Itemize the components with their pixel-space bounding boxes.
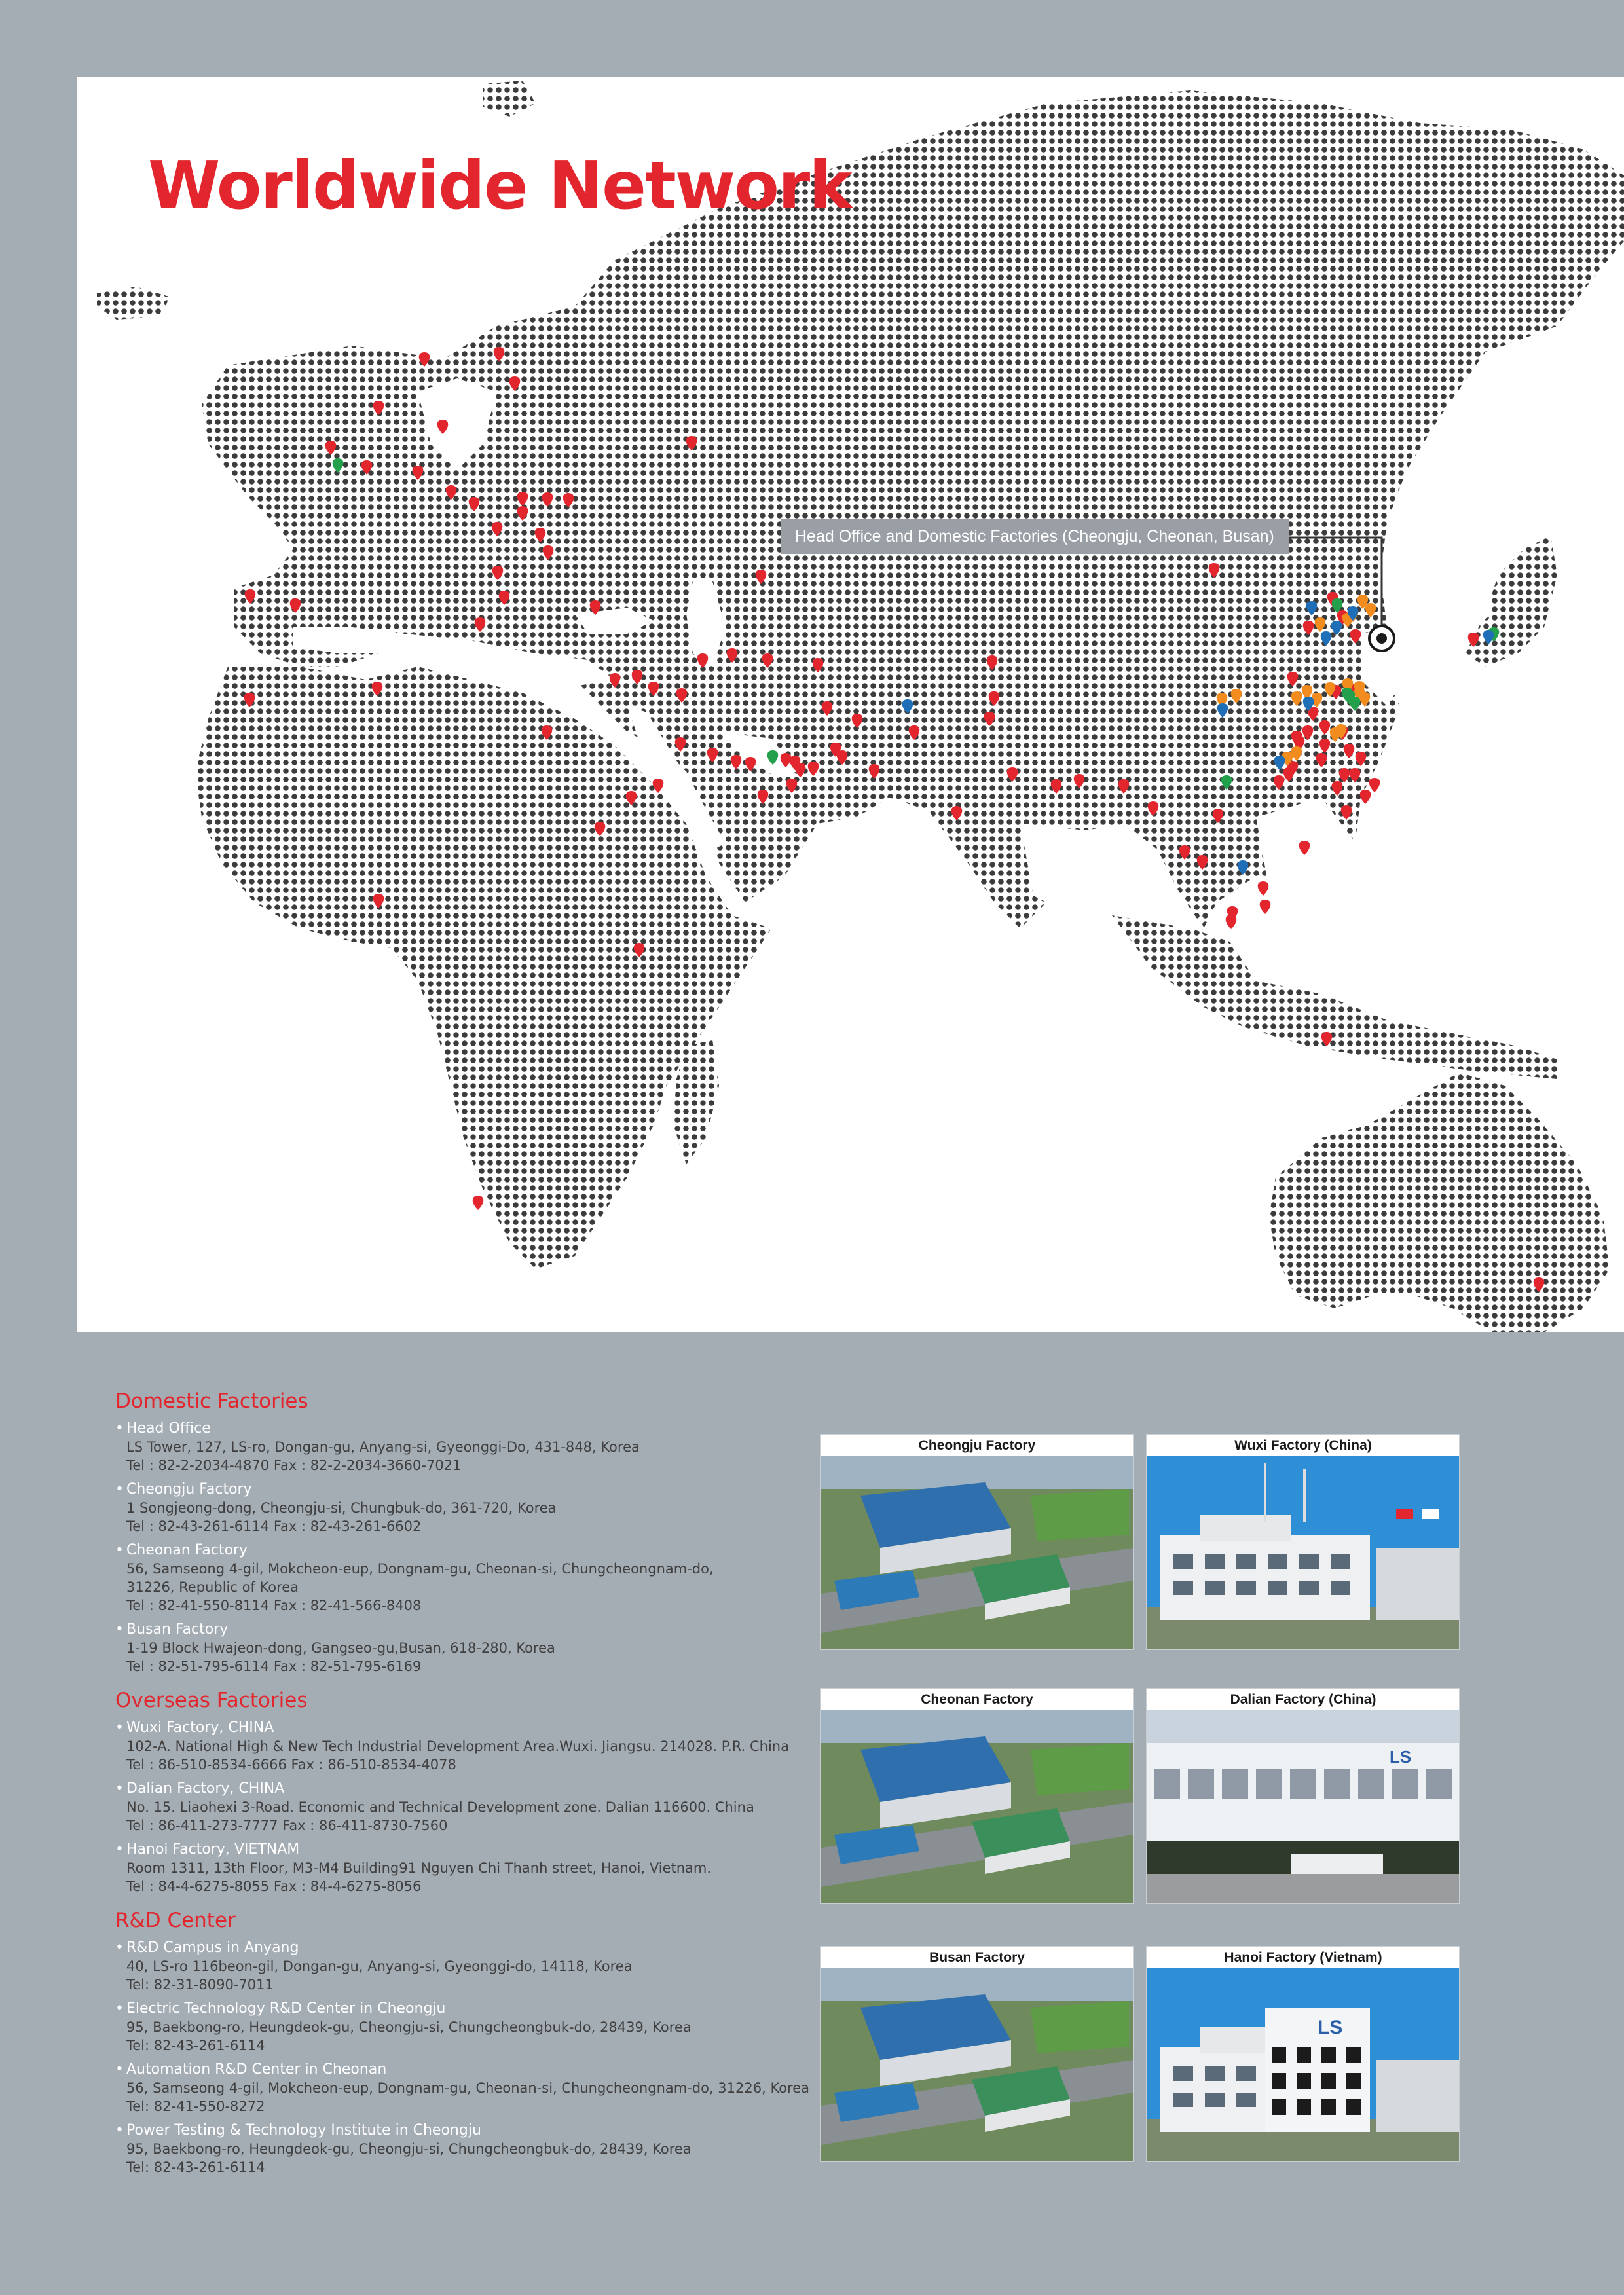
entry-name-text: Cheonan Factory bbox=[126, 1542, 248, 1558]
entry-name bbox=[115, 1939, 809, 1957]
entry-name bbox=[115, 1719, 809, 1737]
page-title: Worldwide Network bbox=[148, 147, 851, 224]
bullet-icon: • bbox=[115, 2000, 124, 2017]
factory-photo-card bbox=[1146, 1946, 1460, 2162]
bullet-icon: • bbox=[115, 1780, 124, 1797]
entry-detail-line: Room 1311, 13th Floor, M3-M4 Building91 Nguyen Chi Thanh street, Hanoi, Vietnam. bbox=[126, 1860, 712, 1876]
indonesia-landmass bbox=[1112, 915, 1557, 1079]
entry-detail-line: Tel: 82-43-261-6114 bbox=[126, 2159, 265, 2175]
entry-name-text: Power Testing & Technology Institute in Cheongju bbox=[126, 2122, 481, 2139]
landmass-group bbox=[97, 81, 1624, 1332]
bullet-icon: • bbox=[115, 1841, 124, 1858]
photo-caption: Cheonan Factory bbox=[921, 1692, 1033, 1707]
entry-detail-line: 95, Baekbong-ro, Heungdeok-gu, Cheongju-si, Chungcheongbuk-do, 28439, Korea bbox=[126, 2141, 692, 2157]
factory-photo-card bbox=[1146, 1434, 1460, 1650]
factory-photo-card bbox=[820, 1688, 1134, 1904]
bullet-icon: • bbox=[115, 1719, 124, 1736]
entry-name-text: Dalian Factory, CHINA bbox=[126, 1780, 285, 1797]
section-overseas-factories bbox=[115, 1687, 809, 1896]
photo-caption: Busan Factory bbox=[929, 1950, 1025, 1965]
iceland-landmass bbox=[97, 287, 169, 320]
entry-name bbox=[115, 1420, 809, 1438]
factory-photo-card bbox=[820, 1946, 1134, 2162]
entry-name bbox=[115, 2061, 809, 2079]
entry-detail-line: 1 Songjeong-dong, Cheongju-si, Chungbuk-do, 361-720, Korea bbox=[126, 1500, 557, 1516]
bullet-icon: • bbox=[115, 2122, 124, 2139]
entry-detail-line: Tel : 82-51-795-6114 Fax : 82-51-795-6169 bbox=[126, 1659, 422, 1674]
entry-name-text: Cheongju Factory bbox=[126, 1481, 252, 1497]
entry-detail-line: Tel : 82-43-261-6114 Fax : 82-43-261-6602 bbox=[126, 1518, 422, 1534]
entry-detail-line: Tel: 82-31-8090-7011 bbox=[126, 1977, 274, 1992]
world-map-panel bbox=[77, 77, 1624, 1332]
bullet-icon: • bbox=[115, 1481, 124, 1497]
address-entry bbox=[115, 1480, 809, 1535]
photo-caption: Hanoi Factory (Vietnam) bbox=[1224, 1950, 1382, 1965]
entry-detail-line: 102-A. National High & New Tech Industrial Development Area.Wuxi. Jiangsu. 214028. P.R. China bbox=[126, 1738, 789, 1754]
entry-detail-line: Tel : 84-4-6275-8055 Fax : 84-4-6275-8056 bbox=[126, 1879, 422, 1894]
address-entry bbox=[115, 1420, 809, 1475]
entry-name-text: Automation R&D Center in Cheonan bbox=[126, 2061, 387, 2078]
entry-name bbox=[115, 2000, 809, 2018]
factory-photo-card bbox=[1146, 1688, 1460, 1904]
address-list bbox=[115, 1388, 809, 2188]
entry-name bbox=[115, 1541, 809, 1560]
entry-name-text: R&D Campus in Anyang bbox=[126, 1939, 299, 1956]
factory-building-sky-icon bbox=[1147, 1968, 1459, 2161]
factory-photo-card bbox=[820, 1434, 1134, 1650]
entry-name bbox=[115, 1841, 809, 1859]
head-office-target-icon[interactable] bbox=[1369, 626, 1394, 651]
entry-detail-line: Tel : 82-2-2034-4870 Fax : 82-2-2034-3660-7021 bbox=[126, 1458, 462, 1473]
svg-text:LS: LS bbox=[1318, 2017, 1343, 2038]
entry-name bbox=[115, 2121, 809, 2140]
section-r-d-center bbox=[115, 1907, 809, 2176]
red-location-marker-icon[interactable] bbox=[1260, 900, 1271, 914]
head-office-callout: Head Office and Domestic Factories (Cheongju, Cheonan, Busan) bbox=[781, 519, 1289, 554]
entry-detail-line: 56, Samseong 4-gil, Mokcheon-eup, Dongnam-gu, Cheonan-si, Chungcheongnam-do, 31226, Korea bbox=[126, 2080, 809, 2096]
entry-detail-line: Tel: 82-43-261-6114 bbox=[126, 2038, 265, 2053]
photo-caption: Dalian Factory (China) bbox=[1230, 1692, 1376, 1707]
entry-name-text: Busan Factory bbox=[126, 1621, 229, 1638]
entry-name bbox=[115, 1780, 809, 1798]
arabian-sea bbox=[811, 824, 902, 942]
dotted-world-map bbox=[77, 77, 1624, 1332]
address-entry bbox=[115, 1780, 809, 1835]
entry-detail-line: 56, Samseong 4-gil, Mokcheon-eup, Dongnam-gu, Cheonan-si, Chungcheongnam-do, bbox=[126, 1561, 714, 1577]
photo-caption: Cheongju Factory bbox=[918, 1438, 1036, 1453]
address-entry bbox=[115, 2061, 809, 2116]
entry-detail-line: Tel : 86-510-8534-6666 Fax : 86-510-8534-4078 bbox=[126, 1757, 456, 1772]
entry-name-text: Hanoi Factory, VIETNAM bbox=[126, 1841, 300, 1858]
entry-detail-line: Tel : 86-411-273-7777 Fax : 86-411-8730-7560 bbox=[126, 1818, 448, 1833]
entry-name-text: Head Office bbox=[126, 1420, 211, 1437]
australia-landmass bbox=[1269, 1073, 1610, 1332]
address-entry bbox=[115, 1541, 809, 1615]
entry-name bbox=[115, 1621, 809, 1639]
entry-name-text: Electric Technology R&D Center in Cheongju bbox=[126, 2000, 446, 2017]
bullet-icon: • bbox=[115, 1420, 124, 1437]
svalbard-landmass bbox=[483, 81, 536, 117]
entry-detail-line: 95, Baekbong-ro, Heungdeok-gu, Cheongju-si, Chungcheongbuk-do, 28439, Korea bbox=[126, 2019, 692, 2035]
photo-caption: Wuxi Factory (China) bbox=[1234, 1438, 1372, 1453]
entry-name-text: Wuxi Factory, CHINA bbox=[126, 1719, 274, 1736]
address-entry bbox=[115, 2121, 809, 2176]
bullet-icon: • bbox=[115, 2061, 124, 2078]
address-entry bbox=[115, 1939, 809, 1994]
industrial-park-aerial-icon bbox=[821, 1710, 1133, 1903]
section-title: Overseas Factories bbox=[115, 1689, 308, 1712]
address-entry bbox=[115, 1719, 809, 1774]
bullet-icon: • bbox=[115, 1621, 124, 1638]
address-entry bbox=[115, 1841, 809, 1896]
address-entry bbox=[115, 1621, 809, 1676]
red-location-marker-icon[interactable] bbox=[1369, 778, 1380, 792]
entry-detail-line: Tel : 82-41-550-8114 Fax : 82-41-566-8408 bbox=[126, 1598, 422, 1613]
industrial-park-aerial-icon bbox=[821, 1968, 1133, 2161]
entry-detail-line: LS Tower, 127, LS-ro, Dongan-gu, Anyang-si, Gyeonggi-Do, 431-848, Korea bbox=[126, 1439, 640, 1455]
bullet-icon: • bbox=[115, 1939, 124, 1956]
red-location-marker-icon[interactable] bbox=[1258, 881, 1269, 896]
red-location-marker-icon[interactable] bbox=[1360, 790, 1371, 804]
section-domestic-factories bbox=[115, 1388, 809, 1676]
entry-detail-line: 40, LS-ro 116beon-gil, Dongan-gu, Anyang-si, Gyeonggi-do, 14118, Korea bbox=[126, 1958, 633, 1974]
entry-detail-line: No. 15. Liaohexi 3-Road. Economic and Technical Development zone. Dalian 116600. China bbox=[126, 1799, 754, 1815]
address-entry bbox=[115, 2000, 809, 2055]
factory-facade-icon bbox=[1147, 1710, 1459, 1903]
entry-detail-line: Tel: 82-41-550-8272 bbox=[126, 2099, 265, 2114]
section-title: R&D Center bbox=[115, 1909, 236, 1932]
entry-detail-line: 1-19 Block Hwajeon-dong, Gangseo-gu,Busan, 618-280, Korea bbox=[126, 1640, 555, 1656]
red-location-marker-icon[interactable] bbox=[473, 1196, 484, 1210]
industrial-park-aerial-icon bbox=[821, 1456, 1133, 1649]
factory-building-sky-icon bbox=[1147, 1456, 1459, 1649]
bullet-icon: • bbox=[115, 1542, 124, 1558]
entry-name bbox=[115, 1480, 809, 1499]
svg-text:LS: LS bbox=[1390, 1747, 1412, 1767]
entry-detail-line: 31226, Republic of Korea bbox=[126, 1579, 299, 1595]
section-title: Domestic Factories bbox=[115, 1389, 308, 1413]
